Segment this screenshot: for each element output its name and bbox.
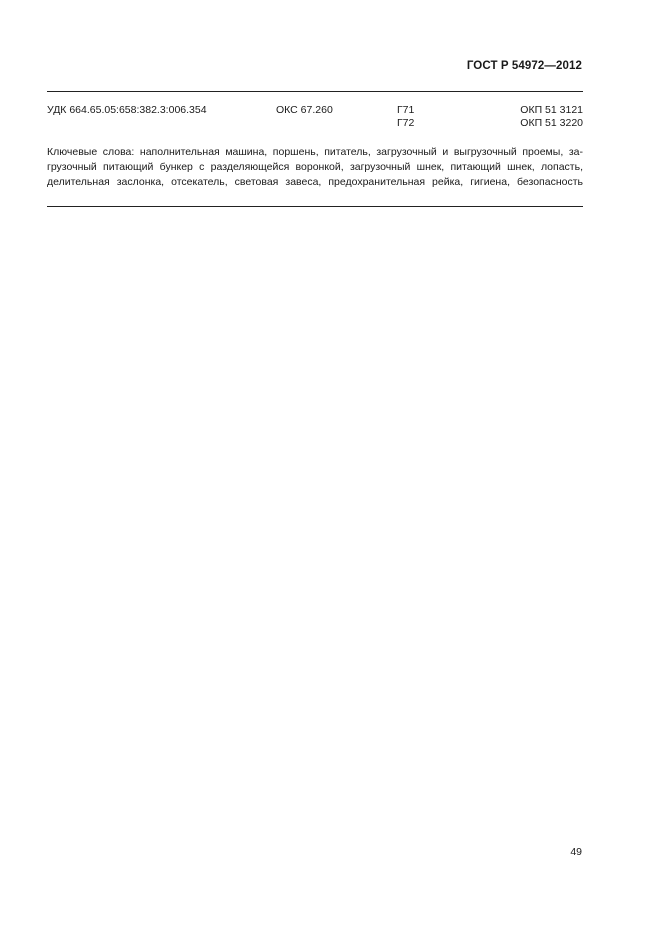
group-code: Г72 (397, 117, 415, 129)
okp-code: ОКП 51 3121 (520, 104, 583, 116)
keywords-line: грузочный питающий бункер с разделяющейся воронкой, загрузочный шнек, питающий шнек, лопасть, (47, 161, 583, 173)
bottom-divider (47, 206, 583, 207)
udk-code: УДК 664.65.05:658:382.3:006.354 (47, 104, 207, 116)
page-number: 49 (570, 846, 582, 858)
group-codes (397, 104, 414, 130)
keywords-paragraph (47, 145, 583, 190)
keywords-line: делительная заслонка, отсекатель, световая завеса, предохранительная рейка, гигиена, безопасность (47, 176, 583, 188)
oks-code: ОКС 67.260 (276, 104, 333, 116)
classification-row (47, 104, 583, 136)
okp-code: ОКП 51 3220 (520, 117, 583, 129)
group-code: Г71 (397, 104, 415, 116)
top-divider (47, 91, 583, 92)
okp-codes (520, 104, 583, 130)
keywords-line: Ключевые слова: наполнительная машина, поршень, питатель, загрузочный и выгрузочный проемы, за- (47, 146, 583, 158)
document-code: ГОСТ Р 54972—2012 (466, 60, 582, 72)
